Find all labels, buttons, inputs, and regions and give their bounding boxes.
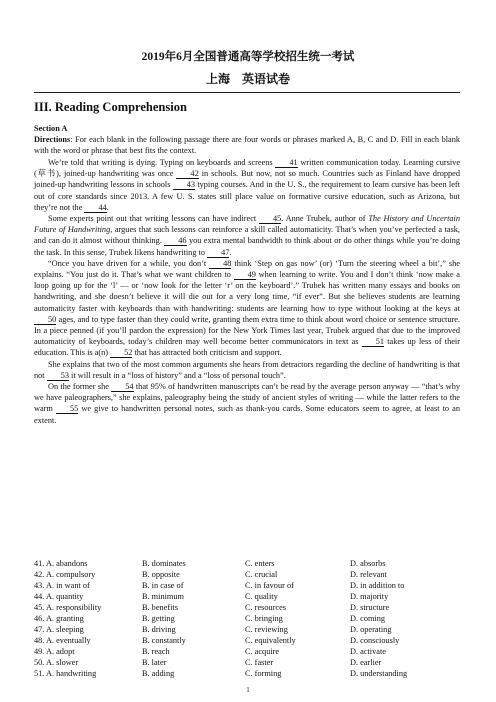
option-c: C. in favour of xyxy=(245,581,294,590)
option-b: B. opposite xyxy=(142,570,180,579)
section-title: III. Reading Comprehension xyxy=(34,100,187,114)
option-d: D. activate xyxy=(350,647,386,656)
option-c: C. enters xyxy=(245,559,275,568)
option-d: D. understanding xyxy=(350,669,408,678)
paragraph-2 xyxy=(34,213,460,258)
blank-53: 53 xyxy=(47,371,69,381)
option-row-46 xyxy=(34,613,460,624)
option-row-43 xyxy=(34,580,460,591)
blank-51: 51 xyxy=(362,337,384,347)
option-row-41 xyxy=(34,558,460,569)
option-row-49 xyxy=(34,646,460,657)
option-b: B. in case of xyxy=(142,581,184,590)
passage-text: that 95% of handwritten manuscripts can’t be read by the average person anyway — “that’s why we have paleographers,” she explains, paleography being the study of ancient styles of writing — while the latter refers to the warm xyxy=(34,382,460,414)
passage-text: takes up less of their education. This is a(n) xyxy=(34,337,460,358)
paragraph-1 xyxy=(34,157,460,213)
option-c: C. bringing xyxy=(245,614,283,623)
option-d: D. in addition to xyxy=(350,581,405,590)
option-b: B. later xyxy=(142,658,167,667)
option-b: B. adding xyxy=(142,669,175,678)
option-d: D. majority xyxy=(350,592,389,601)
option-c: C. reviewing xyxy=(245,625,288,634)
passage-text: We’re told that writing is dying. Typing on keyboards and screens xyxy=(48,158,276,167)
passage-text: . Anne Trubek, author of xyxy=(281,214,369,224)
blank-43: 43 xyxy=(173,180,195,190)
header-rule xyxy=(34,92,460,93)
passage-text: . xyxy=(106,202,109,212)
section-subhead: Section A xyxy=(34,124,68,133)
blank-49: 49 xyxy=(234,270,256,280)
option-b: B. minimum xyxy=(142,592,184,601)
option-d: D. coming xyxy=(350,614,386,623)
exam-title: 2019年6月全国普通高等学校招生统一考试 xyxy=(141,51,355,63)
passage-text: that has attracted both criticism and support. xyxy=(132,348,282,358)
option-a: 47. A. sleeping xyxy=(34,625,84,634)
option-c: C. crucial xyxy=(245,570,278,579)
passage-text: “Once you have driven for a while, you don’t xyxy=(48,258,210,268)
exam-subtitle: 上海 英语试卷 xyxy=(205,72,290,86)
passage-text: you extra mental bandwidth to think about or do other things while you’re doing the task. In this sense, Trubek likens handwriting to xyxy=(34,236,460,257)
option-b: B. dominates xyxy=(142,559,186,568)
option-b: B. getting xyxy=(142,614,175,623)
blank-44: 44 xyxy=(84,203,106,213)
option-row-44 xyxy=(34,591,460,602)
paragraph-4 xyxy=(34,359,460,381)
passage-text: it will result in a “loss of history” and a “loss of personal touch”. xyxy=(68,370,286,380)
passage-text: She explains that two of the most common arguments she hears from detractors regarding the decline of handwriting is that not xyxy=(34,359,460,380)
passage-text: On the former she xyxy=(48,382,112,392)
option-a: 45. A. responsibility xyxy=(34,603,102,612)
option-c: C. equivalently xyxy=(245,636,296,645)
blank-46: 46 xyxy=(164,236,186,246)
passage-text: think ‘Step on gas now’ (or) ‘Turn the steering wheel a bit’,” she explains. “You just do it. That’s what we want children to xyxy=(34,258,460,280)
option-a: 49. A. adopt xyxy=(34,647,75,656)
option-c: C. quality xyxy=(245,592,278,601)
option-a: 42. A. compulsory xyxy=(34,570,96,579)
option-a: 51. A. handwriting xyxy=(34,669,97,678)
option-a: 50. A. slower xyxy=(34,658,79,667)
passage-text: in schools. But now, not so much. Countries such as Finland have dropped joined-up handwriting lessons in schools xyxy=(34,169,460,190)
page-number: 1 xyxy=(246,686,250,694)
option-c: C. acquire xyxy=(245,647,280,656)
passage-text: when learning to write. You and I don’t think ‘now make a loop going up for the ‘l’ — or ‘now look for the letter ‘r’ on the keyboard’.” Trubek has written many essays and books on handwriting, and she doesn’t believe it will die out for a very long time, “if ever”. But she believes students are learning automaticity faster with keyboards than with handwriting: students are learning how to type without looking at the keys at xyxy=(34,270,460,313)
option-row-45 xyxy=(34,602,460,613)
paragraph-3 xyxy=(34,258,460,359)
option-d: D. consciously xyxy=(350,636,400,645)
option-row-50 xyxy=(34,657,460,668)
option-d: D. operating xyxy=(350,625,392,634)
passage-text: , argues that such lessons can reinforce a skill called automaticity. That’s when you’ve perfected a task, and can do it almost without thinking. xyxy=(34,225,460,246)
blank-41: 41 xyxy=(275,158,297,168)
passage xyxy=(34,157,460,426)
option-a: 43. A. in want of xyxy=(34,581,90,590)
blank-52: 52 xyxy=(110,348,132,358)
blank-47: 47 xyxy=(207,248,229,258)
option-c: C. faster xyxy=(245,658,274,667)
answer-options xyxy=(34,558,460,679)
option-row-42 xyxy=(34,569,460,580)
passage-text: written communication today. Learning cursive (草书), joined-up handwriting was once xyxy=(34,158,461,179)
option-row-51 xyxy=(34,668,460,679)
option-a: 48. A. eventually xyxy=(34,636,91,645)
option-a: 41. A. abandons xyxy=(34,559,88,568)
option-d: D. absorbs xyxy=(350,559,386,568)
option-b: B. reach xyxy=(142,647,170,656)
option-d: D. structure xyxy=(350,603,390,612)
passage-text: . xyxy=(229,247,232,257)
option-row-47 xyxy=(34,624,460,635)
passage-text: ages, and to type faster than they could write, granting them extra time to think about word choice or sentence structure. In a piece penned (if you’ll pardon the expression) for the New York Times last year, Trubek argued that due to the improved automaticity of keyboards, today’s children may well become better communicators in text as xyxy=(34,314,460,347)
option-a: 44. A. quantity xyxy=(34,592,84,601)
option-row-48 xyxy=(34,635,460,646)
passage-text: typing courses. And in the U. S., the requirement to learn cursive has been left out of core standards since 2013. A few U. S. states still place value on formative cursive education, such as Arizona, but they’re not the xyxy=(34,180,460,212)
blank-42: 42 xyxy=(176,169,198,179)
option-b: B. driving xyxy=(142,625,176,634)
blank-50: 50 xyxy=(34,315,56,325)
paragraph-5 xyxy=(34,381,460,426)
option-d: D. relevant xyxy=(350,570,387,579)
blank-55: 55 xyxy=(56,404,78,414)
blank-54: 54 xyxy=(111,382,133,392)
passage-text: we give to handwritten personal notes, such as thank-you cards. Some educators seem to agree, at least to an extent. xyxy=(34,404,461,425)
option-b: B. constantly xyxy=(142,636,186,645)
directions xyxy=(34,134,460,156)
option-a: 46. A. granting xyxy=(34,614,84,623)
blank-48: 48 xyxy=(209,259,231,269)
option-b: B. benefits xyxy=(142,603,178,612)
option-c: C. resources xyxy=(245,603,287,612)
passage-text: Some experts point out that writing lessons can have indirect xyxy=(48,214,259,224)
directions-text: : For each blank in the following passage there are four words or phrases marked A, B, C and D. Fill in each blank with the word or phrase that best fits the context. xyxy=(34,135,460,156)
option-c: C. forming xyxy=(245,669,282,678)
blank-45: 45 xyxy=(259,214,281,224)
option-d: D. earlier xyxy=(350,658,382,667)
directions-label: Directions xyxy=(34,135,71,144)
book-title: The History and Uncertain Future of Handwriting xyxy=(34,214,460,235)
